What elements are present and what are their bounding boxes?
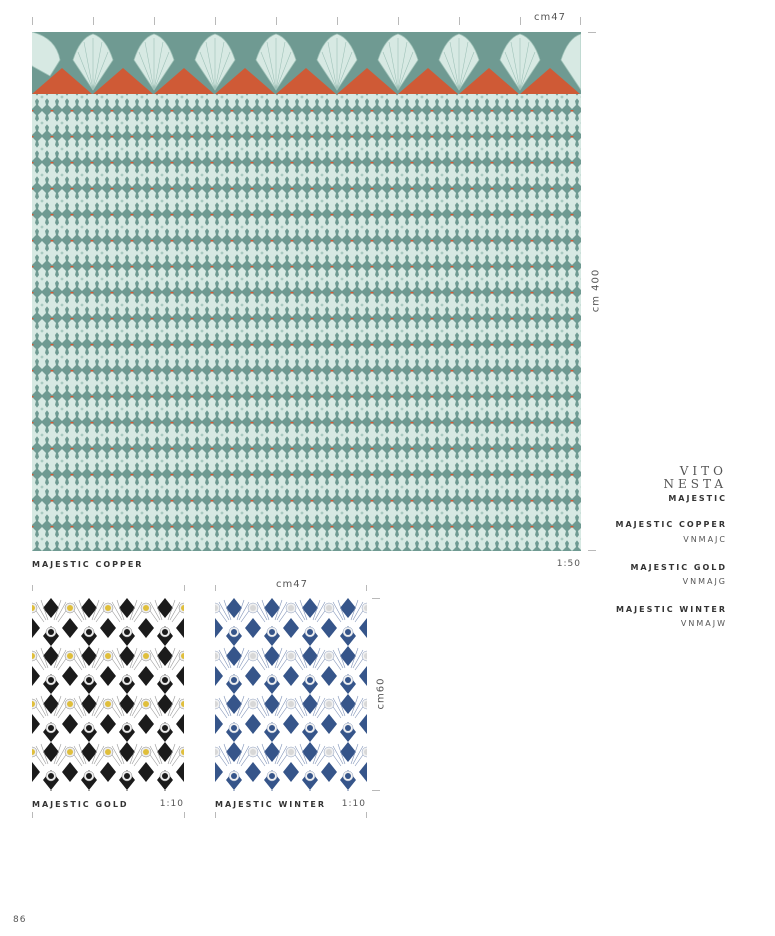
samples-width-label: cm47 — [276, 579, 308, 590]
gold-scale: 1:10 — [159, 799, 184, 809]
main-panel-height-label: cm 400 — [590, 268, 602, 313]
brand-line1: VITO — [679, 464, 727, 478]
winter-caption: MAJESTIC WINTER — [215, 800, 327, 809]
main-panel-caption: MAJESTIC COPPER — [32, 560, 144, 569]
variant-name-copper: MAJESTIC COPPER — [615, 520, 727, 529]
main-panel-scale: 1:50 — [556, 559, 581, 569]
winter-top-tick-left — [215, 585, 216, 591]
variant-name-winter: MAJESTIC WINTER — [615, 605, 727, 614]
gold-top-tick-right — [184, 585, 185, 591]
gold-caption: MAJESTIC GOLD — [32, 800, 129, 809]
gold-bottom-tick-left — [32, 812, 33, 818]
variant-code-gold: VNMAJG — [682, 577, 727, 586]
samples-height-label: cm60 — [375, 677, 387, 710]
variant-code-winter: VNMAJW — [680, 619, 727, 628]
variant-name-gold: MAJESTIC GOLD — [630, 563, 727, 572]
page-number: 86 — [13, 915, 27, 925]
variant-code-copper: VNMAJC — [683, 535, 727, 544]
main-panel-right-tick-top — [588, 32, 596, 33]
samples-right-tick-bottom — [372, 790, 380, 791]
gold-bottom-tick-right — [184, 812, 185, 818]
main-panel-right-tick-bottom — [588, 550, 596, 551]
winter-top-tick-right — [366, 585, 367, 591]
collection-name: MAJESTIC — [668, 494, 727, 503]
majestic-gold-sample — [32, 598, 184, 791]
winter-scale: 1:10 — [341, 799, 366, 809]
gold-top-tick-left — [32, 585, 33, 591]
winter-bottom-tick-right — [366, 812, 367, 818]
samples-right-tick-top — [372, 598, 380, 599]
majestic-copper-wallpaper — [32, 32, 581, 551]
main-panel-width-label: cm47 — [534, 12, 566, 23]
majestic-winter-sample — [215, 598, 367, 791]
brand-line2: NESTA — [663, 477, 727, 491]
winter-bottom-tick-left — [215, 812, 216, 818]
